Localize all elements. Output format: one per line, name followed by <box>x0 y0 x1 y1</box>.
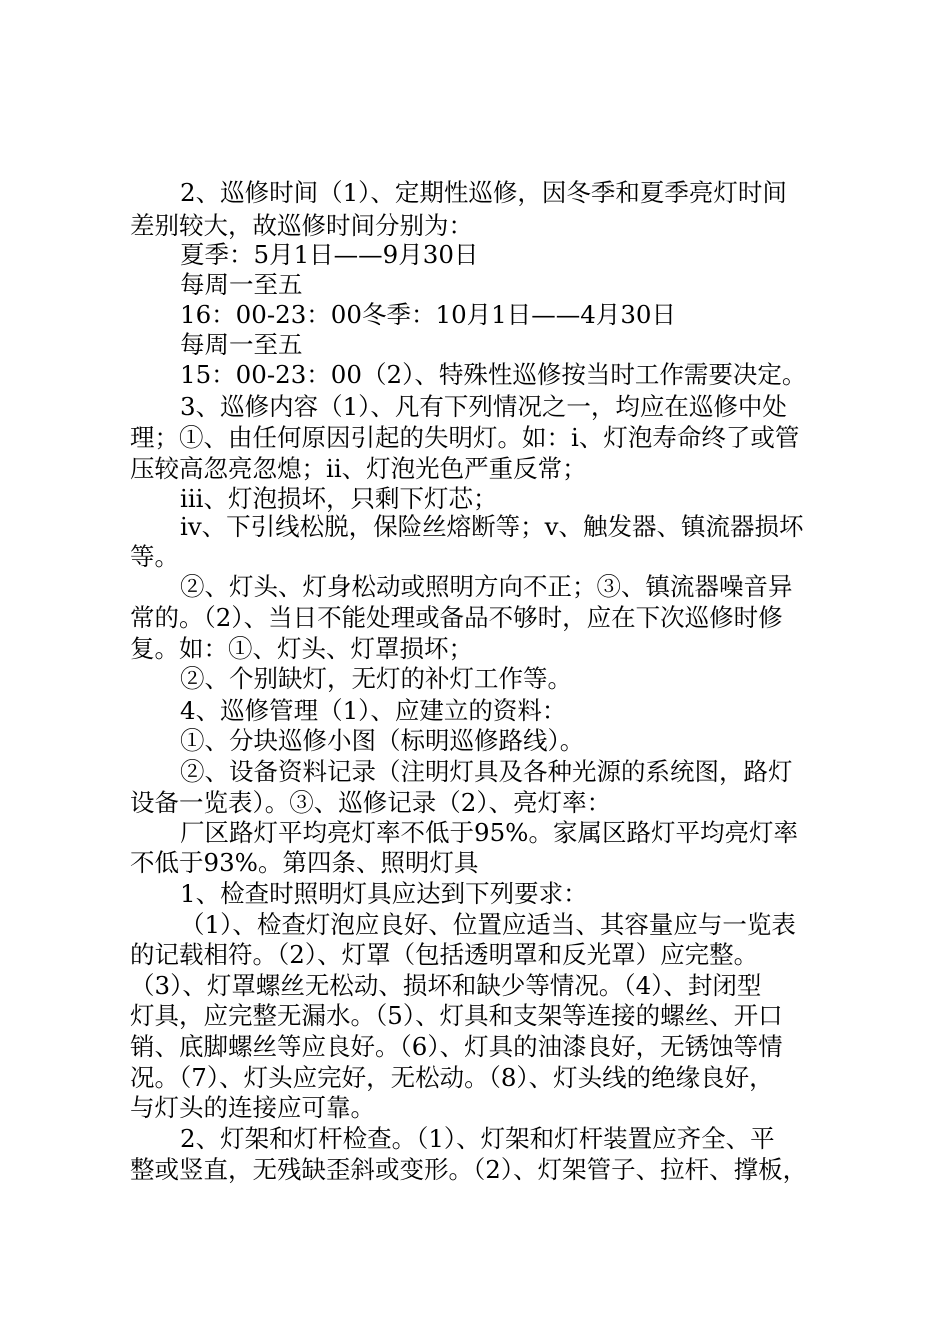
text-line: iii、灯泡损坏，只剩下灯芯； <box>180 484 498 513</box>
text-line: 1、检查时照明灯具应达到下列要求： <box>180 879 588 908</box>
text-line: 每周一至五 <box>180 330 303 359</box>
text-line: （1）、检查灯泡应良好、位置应适当、其容量应与一览表 <box>180 910 796 939</box>
text-line: iv、下引线松脱，保险丝熔断等；v、触发器、镇流器损坏 <box>180 512 804 541</box>
text-line: 况。（7）、灯头应完好，无松动。（8）、灯头线的绝缘良好， <box>130 1063 774 1092</box>
text-line: 16：00-23：00冬季：10月1日——4月30日 <box>180 300 677 329</box>
text-line: ②、设备资料记录（注明灯具及各种光源的系统图，路灯 <box>180 757 793 786</box>
text-line: 2、灯架和灯杆检查。（1）、灯架和灯杆装置应齐全、平 <box>180 1124 775 1153</box>
text-line: 不低于93%。第四条、照明灯具 <box>130 848 479 877</box>
text-line: ②、个别缺灯，无灯的补灯工作等。 <box>180 664 572 693</box>
text-line: 15：00-23：00（2）、特殊性巡修按当时工作需要决定。 <box>180 360 807 389</box>
text-line: 常的。（2）、当日不能处理或备品不够时，应在下次巡修时修 <box>130 603 783 632</box>
text-line: 的记载相符。（2）、灯罩（包括透明罩和反光罩）应完整。 <box>130 940 759 969</box>
text-line: 整或竖直，无残缺歪斜或变形。（2）、灯架管子、拉杆、撑板， <box>130 1155 808 1184</box>
text-line: 差别较大，故巡修时间分别为： <box>130 211 473 240</box>
text-line: 厂区路灯平均亮灯率不低于95%。家属区路灯平均亮灯率 <box>180 818 798 847</box>
text-line: ①、分块巡修小图（标明巡修路线）。 <box>180 726 585 755</box>
text-line: 与灯头的连接应可靠。 <box>130 1093 375 1122</box>
text-line: 销、底脚螺丝等应良好。（6）、灯具的油漆良好，无锈蚀等情 <box>130 1032 783 1061</box>
text-line: ②、灯头、灯身松动或照明方向不正；③、镇流器噪音异 <box>180 572 793 601</box>
text-line: 压较高忽亮忽熄；ii、灯泡光色严重反常； <box>130 454 587 483</box>
text-line: 夏季：5月1日——9月30日 <box>180 240 479 269</box>
text-line: 每周一至五 <box>180 270 303 299</box>
text-line: 设备一览表）。③、巡修记录（2）、亮灯率： <box>130 788 612 817</box>
text-line: 4、巡修管理（1）、应建立的资料： <box>180 696 567 725</box>
text-line: 2、巡修时间（1）、定期性巡修，因冬季和夏季亮灯时间 <box>180 178 787 207</box>
text-line: 等。 <box>130 542 179 571</box>
text-line: 灯具，应完整无漏水。（5）、灯具和支架等连接的螺丝、开口 <box>130 1001 783 1030</box>
text-line: （3）、灯罩螺丝无松动、损坏和缺少等情况。（4）、封闭型 <box>130 971 762 1000</box>
text-line: 理；①、由任何原因引起的失明灯。如：i、灯泡寿命终了或管 <box>130 423 800 452</box>
text-line: 复。如：①、灯头、灯罩损坏； <box>130 634 473 663</box>
text-line: 3、巡修内容（1）、凡有下列情况之一，均应在巡修中处 <box>180 392 787 421</box>
